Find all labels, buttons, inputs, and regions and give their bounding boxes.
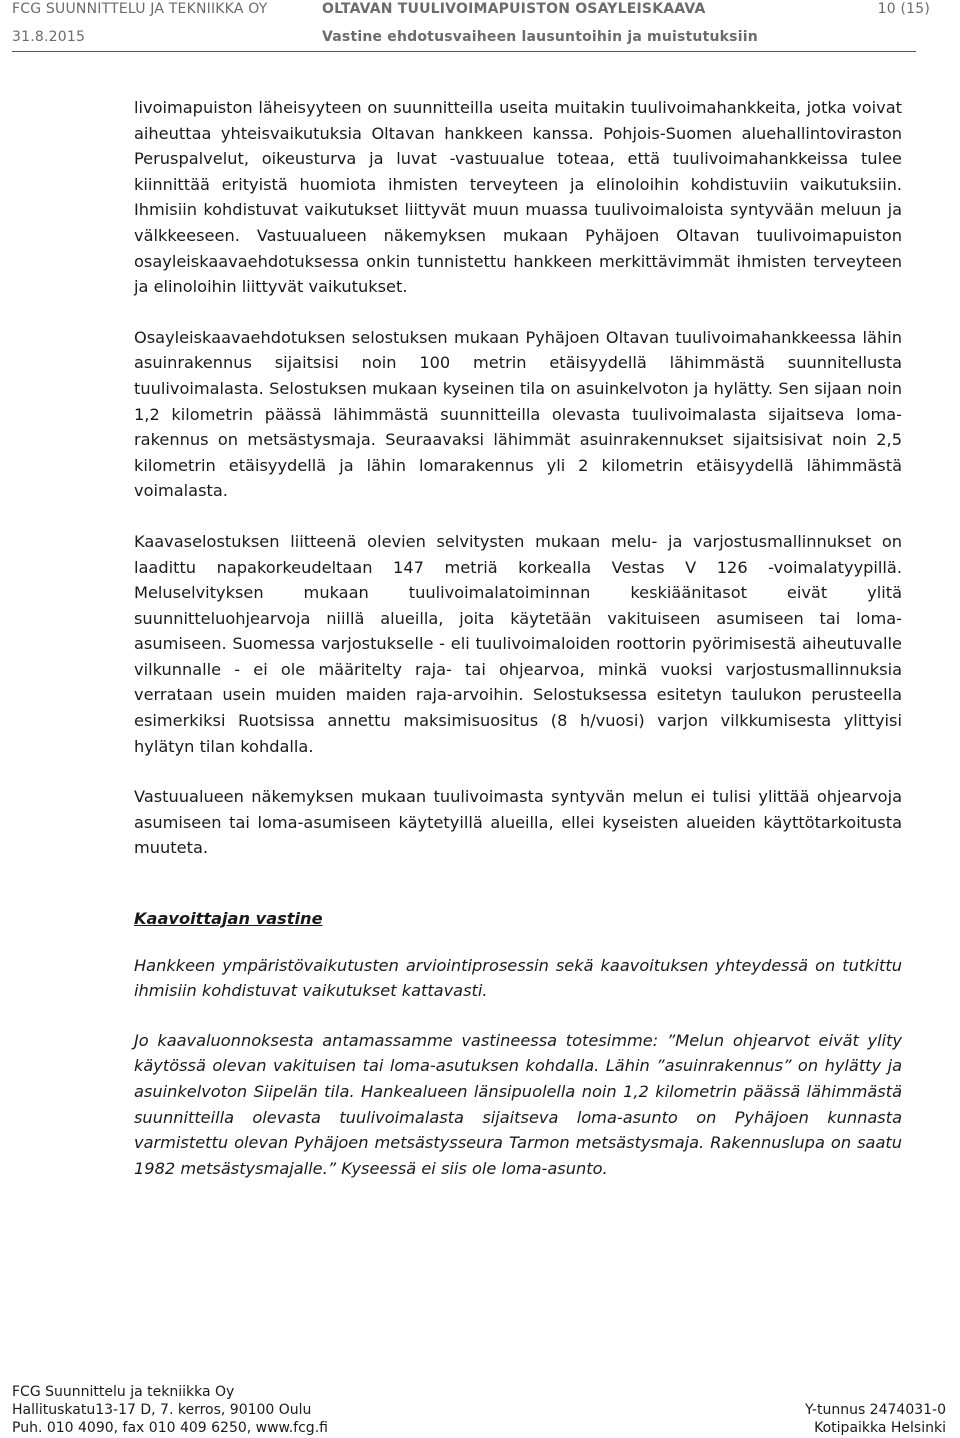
header-document-title: OLTAVAN TUULIVOIMAPUISTON OSAYLEISKAAVA bbox=[322, 1, 706, 17]
section-heading: Kaavoittajan vastine bbox=[134, 909, 323, 929]
page-footer bbox=[12, 1383, 946, 1437]
header-page-number: 10 (15) bbox=[877, 1, 930, 17]
paragraph-2: Osayleiskaavaehdotuksen selostuksen mukaan Pyhäjoen Oltavan tuulivoimahankkeessa lähin asuinrakennus sijaitsisi noin 100 metrin etäisyydellä lähimmästä suunnitellusta tuulivoimalasta. Selostuksen mukaan kyseinen tila on asuinkelvoton ja hylätty. Sen sijaan noin 1,2 kilometrin päässä lähimmästä suunnitteilla olevasta tuulivoimalasta sijaitseva loma-rakennus on metsästysmaja. Seuraavaksi lähimmät asuinrakennukset sijaitsisivat noin 2,5 kilometrin etäisyydellä ja lähin lomarakennus yli 2 kilometrin etäisyydellä lähimmästä voimalasta. bbox=[134, 327, 902, 501]
header-company: FCG SUUNNITTELU JA TEKNIIKKA OY bbox=[12, 1, 268, 17]
header-row-top bbox=[12, 0, 932, 20]
footer-company: FCG Suunnittelu ja tekniikka Oy bbox=[12, 1384, 235, 1400]
paragraph-4: Vastuualueen näkemyksen mukaan tuulivoimasta syntyvän melun ei tulisi ylittää ohjearvoja asumiseen tai loma-asumiseen käytetyillä alueilla, ellei kyseisten alueiden käyttötarkoitusta muuteta. bbox=[134, 787, 902, 858]
header-subtitle: Vastine ehdotusvaiheen lausuntoihin ja muistutuksiin bbox=[322, 29, 758, 45]
header-divider bbox=[12, 51, 916, 52]
header-date: 31.8.2015 bbox=[12, 29, 86, 45]
paragraph-6: Jo kaavaluonnoksesta antamassamme vastineessa totesimme: ”Melun ohjearvot eivät ylity käytössä olevan vakituisen tai loma-asutuksen kohdalla. Lähin ”asuinrakennus” on hylätty ja asuinkelvoton Siipelän tila. Hankealueen länsipuolella noin 1,2 kilometrin päässä lähimmästä suunnitteilla olevasta tuulivoimalasta sijaitseva loma-asunto on Pyhäjoen kunnasta varmistettu olevan Pyhäjoen metsästysseura Tarmon metsästysmaja. Rakennuslupa on saatu 1982 metsästysmajalle.” Kyseessä ei siis ole loma-asunto. bbox=[134, 1030, 902, 1178]
footer-row-3 bbox=[12, 1419, 946, 1437]
footer-business-id: Y-tunnus 2474031-0 bbox=[805, 1402, 946, 1418]
document-body bbox=[134, 95, 902, 1181]
footer-contact: Puh. 010 4090, fax 010 409 6250, www.fcg.fi bbox=[12, 1420, 328, 1436]
footer-address: Hallituskatu13-17 D, 7. kerros, 90100 Oulu bbox=[12, 1402, 312, 1418]
paragraph-1: livoimapuiston läheisyyteen on suunnitteilla useita muitakin tuulivoimahankkeita, jotka voivat aiheuttaa yhteisvaikutuksia Oltavan hankkeen kanssa. Pohjois-Suomen aluehallintoviraston Peruspalvelut, oikeusturva ja luvat -vastuualue toteaa, että tuulivoimahankkeissa tulee kiinnittää erityistä huomiota ihmisten terveyteen ja elinoloihin kohdistuviin vaikutuksiin. Ihmisiin kohdistuvat vaikutukset liittyvät muun muassa tuulivoimaloista syntyvään meluun ja välkkeeseen. Vastuualueen näkemyksen mukaan Pyhäjoen Oltavan tuulivoimapuiston osayleiskaavaehdotuksessa onkin tunnistettu hankkeen merkittävimmät ihmisten terveyteen ja elinoloihin liittyvät vaikutukset. bbox=[134, 98, 902, 297]
header-row-bottom bbox=[12, 26, 932, 48]
page-header bbox=[12, 0, 932, 44]
footer-domicile: Kotipaikka Helsinki bbox=[814, 1420, 946, 1436]
footer-row-2 bbox=[12, 1401, 946, 1419]
footer-row-1 bbox=[12, 1383, 946, 1401]
paragraph-5: Hankkeen ympäristövaikutusten arviointiprosessin sekä kaavoituksen yhteydessä on tutkittu ihmisiin kohdistuvat vaikutukset kattavasti. bbox=[134, 955, 902, 1001]
paragraph-3: Kaavaselostuksen liitteenä olevien selvitysten mukaan melu- ja varjostusmallinnukset on laadittu napakorkeudeltaan 147 metriä korkealla Vestas V 126 -voimalatyypillä. Meluselvityksen mukaan tuulivoimalatoiminnan keskiäänitasot eivät ylitä suunnitteluohjearvoja niillä alueilla, joita käytetään vakituiseen asumiseen tai loma-asumiseen. Suomessa varjostukselle - eli tuulivoimaloiden roottorin pyörimisestä aiheutuvalle vilkunnalle - ei ole määritelty raja- tai ohjearvoa, minkä vuoksi varjostusmallinnuksia verrataan usein muiden maiden raja-arvoihin. Selostuksessa esitetyn taulukon perusteella esimerkiksi Ruotsissa annettu maksimisuositus (8 h/vuosi) varjon vilkkumisesta ylittyisi hylätyn tilan kohdalla. bbox=[134, 531, 902, 756]
